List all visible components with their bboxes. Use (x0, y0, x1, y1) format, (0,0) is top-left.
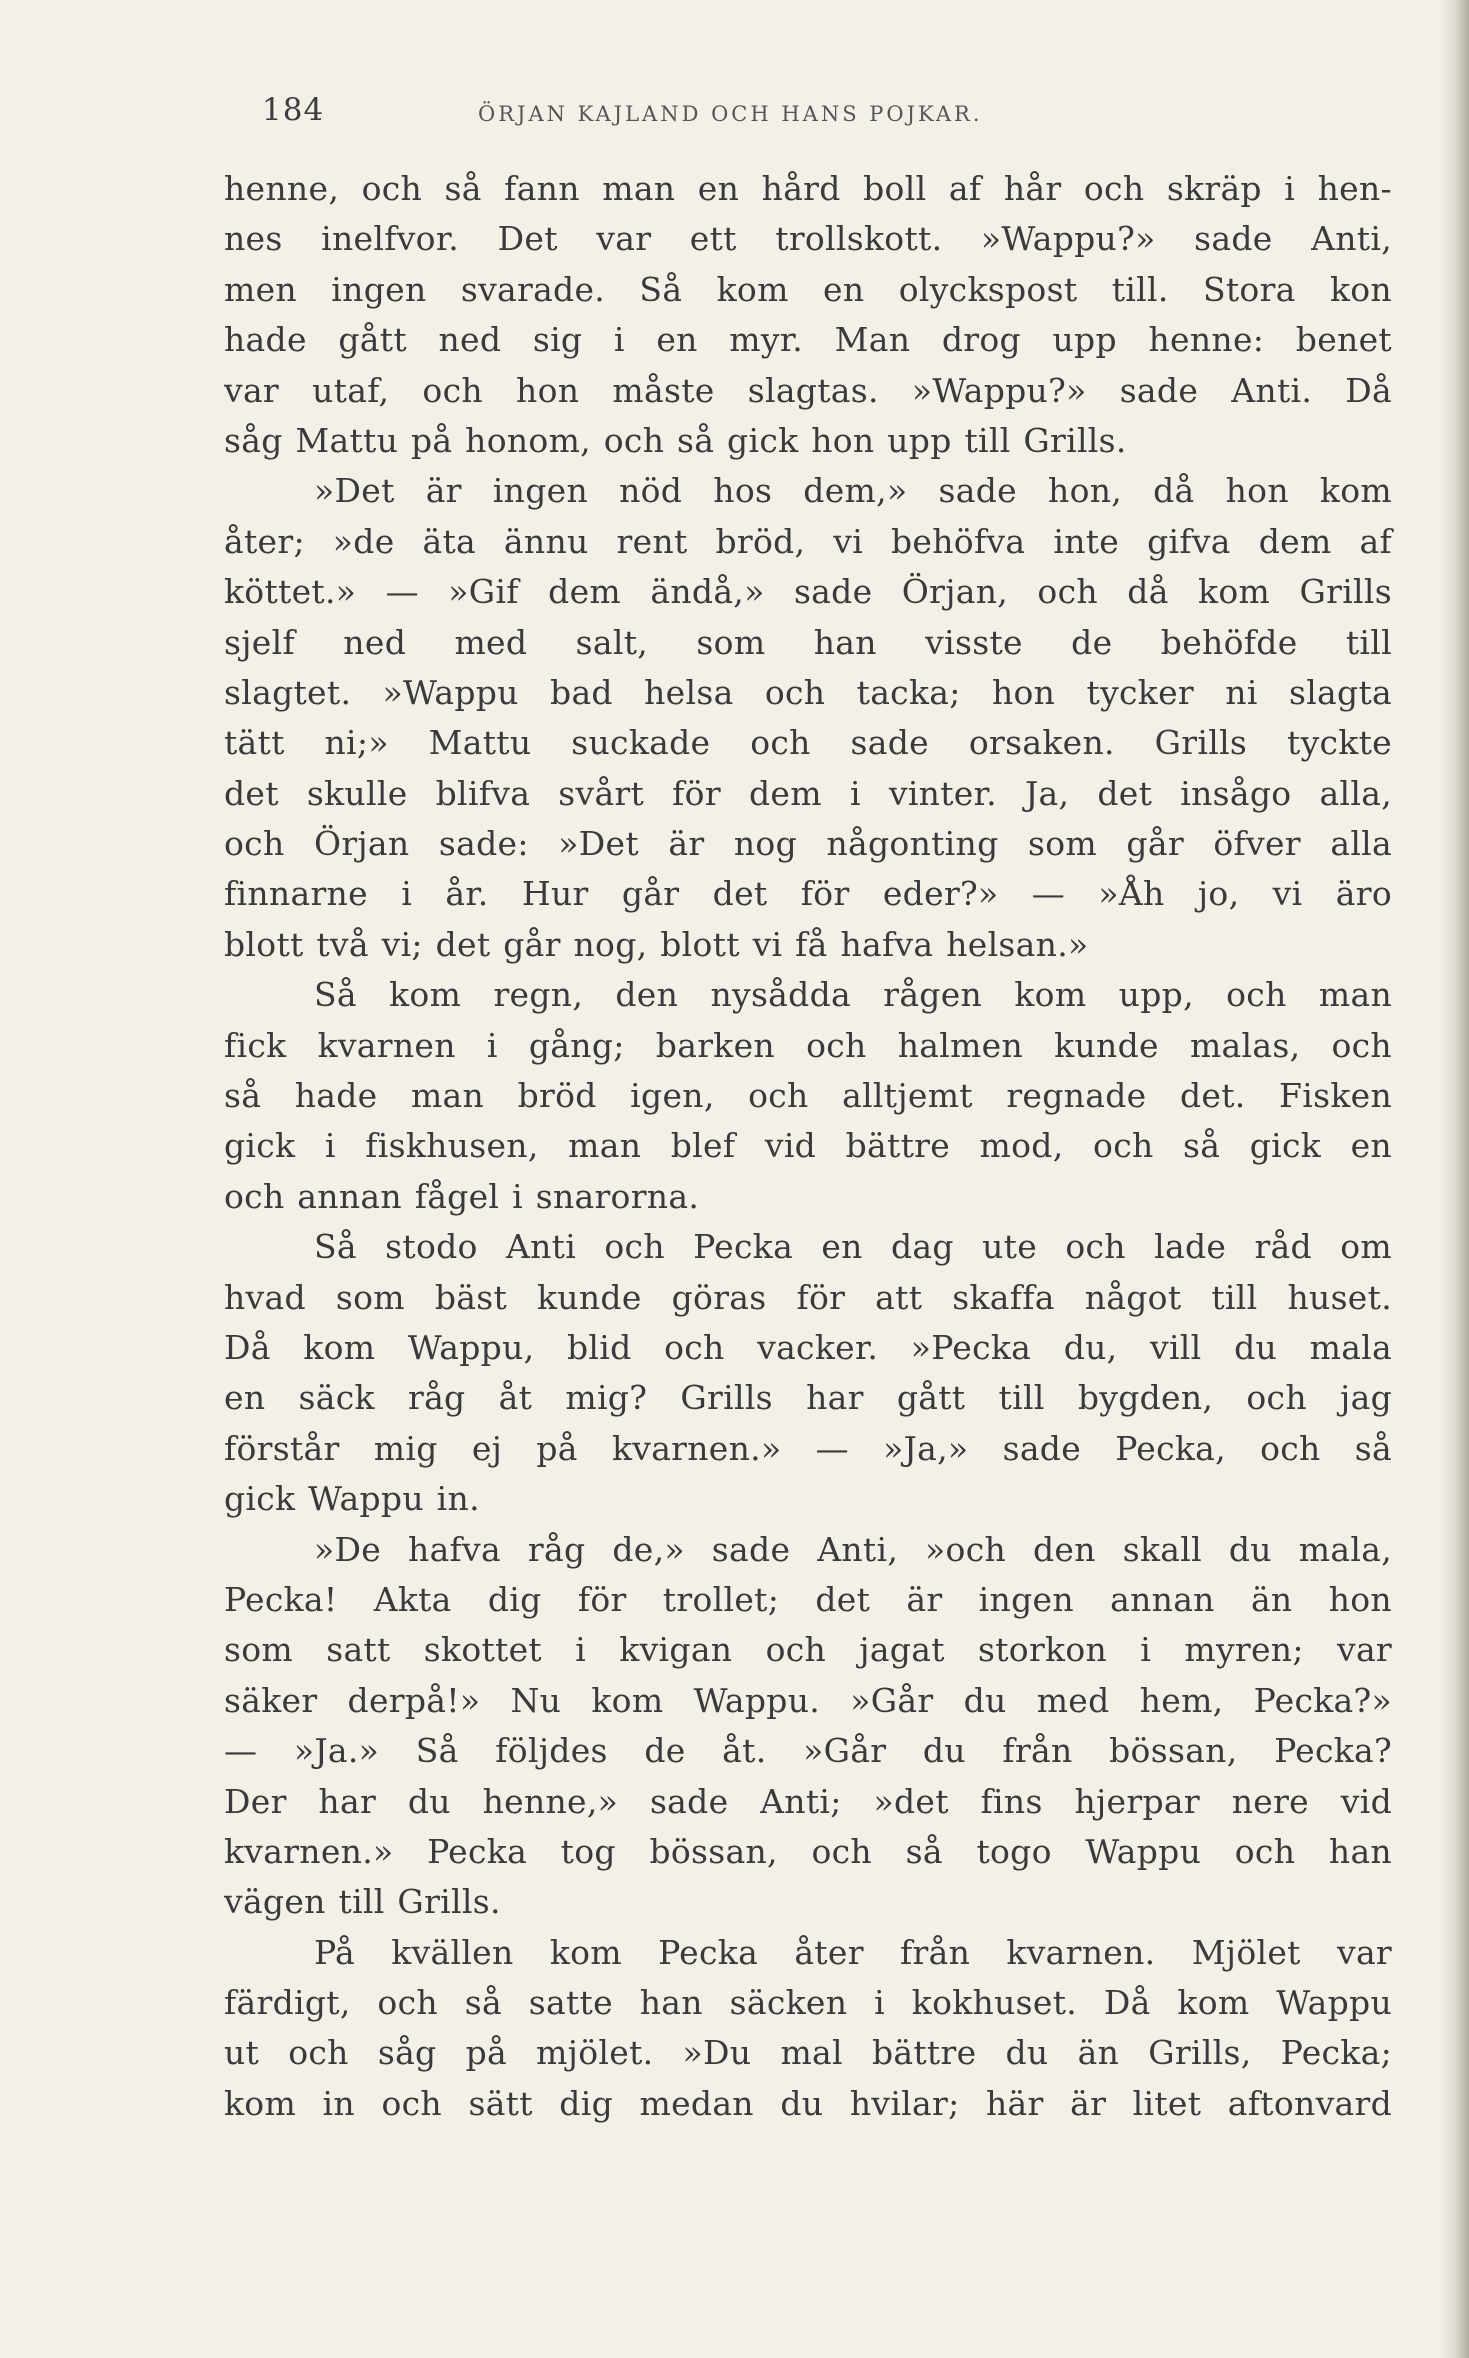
text-line: kom in och sätt dig medan du hvilar; här är litet aftonvard (224, 2083, 1392, 2123)
text-line: gick Wappu in. (224, 1479, 480, 1519)
text-line: gick i fiskhusen, man blef vid bättre mod, och så gick en (224, 1126, 1392, 1166)
text-line: finnarne i år. Hur går det för eder?» — »Åh jo, vi äro (224, 874, 1392, 914)
text-line: »De hafva råg de,» sade Anti, »och den skall du mala, (314, 1529, 1392, 1569)
text-line: säker derpå!» Nu kom Wappu. »Går du med hem, Pecka?» (224, 1680, 1392, 1720)
text-line: åter; »de äta ännu rent bröd, vi behöfva inte gifva dem af (224, 521, 1392, 561)
text-line: såg Mattu på honom, och så gick hon upp till Grills. (224, 420, 1127, 460)
text-line: Då kom Wappu, blid och vacker. »Pecka du, vill du mala (224, 1327, 1392, 1367)
text-line: färdigt, och så satte han säcken i kokhuset. Då kom Wappu (224, 1983, 1392, 2023)
text-line: Pecka! Akta dig för trollet; det är ingen annan än hon (224, 1579, 1392, 1619)
text-line: men ingen svarade. Så kom en olyckspost till. Stora kon (224, 269, 1392, 309)
text-line: som satt skottet i kvigan och jagat storkon i myren; var (224, 1630, 1392, 1670)
text-line: sjelf ned med salt, som han visste de behöfde till (224, 622, 1392, 662)
text-line: Så kom regn, den nysådda rågen kom upp, och man (314, 975, 1392, 1015)
text-line: kvarnen.» Pecka tog bössan, och så togo Wappu och han (224, 1831, 1392, 1871)
text-line: vägen till Grills. (224, 1882, 501, 1922)
text-line: och Örjan sade: »Det är nog någonting som går öfver alla (224, 824, 1392, 864)
running-head: ÖRJAN KAJLAND OCH HANS POJKAR. (478, 102, 983, 126)
page-edge-shadow (1439, 0, 1469, 2358)
text-line: var utaf, och hon måste slagtas. »Wappu?» sade Anti. Då (224, 370, 1392, 410)
text-line: så hade man bröd igen, och alltjemt regnade det. Fisken (224, 1076, 1392, 1116)
page-number: 184 (262, 92, 325, 128)
text-line: det skulle blifva svårt för dem i vinter. Ja, det insågo alla, (224, 773, 1392, 813)
text-line: »Det är ingen nöd hos dem,» sade hon, då hon kom (314, 471, 1392, 511)
text-line: — »Ja.» Så följdes de åt. »Går du från bössan, Pecka? (224, 1731, 1392, 1771)
text-line: blott två vi; det går nog, blott vi få hafva helsan.» (224, 924, 1089, 964)
text-line: förstår mig ej på kvarnen.» — »Ja,» sade Pecka, och så (224, 1428, 1392, 1468)
body-text (224, 164, 1392, 2129)
text-line: ut och såg på mjölet. »Du mal bättre du än Grills, Pecka; (224, 2033, 1392, 2073)
text-line: slagtet. »Wappu bad helsa och tacka; hon tycker ni slagta (224, 672, 1392, 712)
text-line: fick kvarnen i gång; barken och halmen kunde malas, och (224, 1025, 1392, 1065)
page-header (262, 92, 1392, 142)
text-line: tätt ni;» Mattu suckade och sade orsaken. Grills tyckte (224, 723, 1392, 763)
text-line: och annan fågel i snarorna. (224, 1176, 700, 1216)
text-line: Der har du henne,» sade Anti; »det fins hjerpar nere vid (224, 1781, 1392, 1821)
text-line: hvad som bäst kunde göras för att skaffa något till huset. (224, 1277, 1392, 1317)
text-line: hade gått ned sig i en myr. Man drog upp henne: benet (224, 320, 1392, 360)
text-line: henne, och så fann man en hård boll af hår och skräp i hen- (224, 169, 1392, 208)
text-line: nes inelfvor. Det var ett trollskott. »Wappu?» sade Anti, (224, 219, 1392, 259)
text-line: en säck råg åt mig? Grills har gått till bygden, och jag (224, 1378, 1392, 1418)
text-line: Så stodo Anti och Pecka en dag ute och lade råd om (314, 1227, 1392, 1267)
text-line: köttet.» — »Gif dem ändå,» sade Örjan, och då kom Grills (224, 572, 1392, 612)
text-line: På kvällen kom Pecka åter från kvarnen. Mjölet var (314, 1932, 1392, 1972)
